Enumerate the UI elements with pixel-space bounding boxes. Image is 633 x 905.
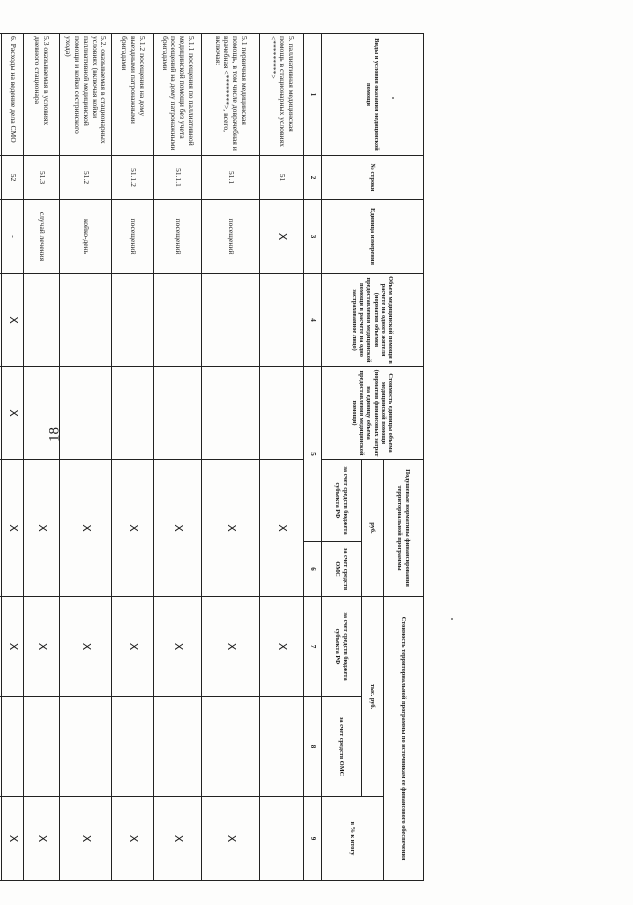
cell-volume <box>112 274 154 367</box>
cell-per-capita-budget: X <box>2 460 24 597</box>
cell-volume: X <box>2 274 24 367</box>
colnum: 1 <box>304 34 322 156</box>
colnum: 9 <box>304 797 322 881</box>
row-unit: X <box>260 200 304 274</box>
cell-percent: X <box>112 797 154 881</box>
table-row <box>112 34 154 881</box>
colnum: 2 <box>304 156 322 200</box>
cell-per-capita-budget: X <box>60 460 112 597</box>
scan-speck <box>451 618 453 620</box>
row-number: 51.1 <box>202 156 260 200</box>
cell-cost-budget: X <box>154 597 202 697</box>
colnum: 8 <box>304 697 322 797</box>
header-unit-cost: Стоимость единицы объема медицинской помощи (норматив финансовых затрат на единицу объема предоставления медицинской помощи) <box>322 367 424 460</box>
cell-per-capita-budget: X <box>260 460 304 597</box>
cell-unit-cost <box>60 367 112 460</box>
row-name: 5.2. оказываемая в стационарных условиях (включая койки паллиативной медицинской помощи и койки сестринского ухода) <box>60 34 112 156</box>
cell-percent: X <box>2 797 24 881</box>
cell-cost-oms <box>2 697 24 797</box>
row-number: 51.1.2 <box>112 156 154 200</box>
rotated-table-container <box>0 33 424 880</box>
budget-table <box>0 33 424 881</box>
row-name: 5.1 первичная медицинская помощь, в том числе доврачебная и врачебная <********>, всего, включая: <box>202 34 260 156</box>
scan-speck <box>392 97 394 99</box>
row-name: 6. Расходы на ведение дела СМО <box>2 34 24 156</box>
cell-per-capita-budget: X <box>24 460 60 597</box>
cell-volume <box>0 274 2 367</box>
cell-cost-budget: X <box>60 597 112 697</box>
cell-volume <box>260 274 304 367</box>
cell-cost-oms <box>112 697 154 797</box>
cell-volume <box>154 274 202 367</box>
cell-per-capita-budget <box>0 460 2 597</box>
header-rub: руб. <box>362 460 384 597</box>
page-number: 18 <box>46 427 63 442</box>
cell-percent: X <box>60 797 112 881</box>
colnum: 4 <box>304 274 322 367</box>
cell-per-capita-budget: X <box>202 460 260 597</box>
cell-cost-oms <box>60 697 112 797</box>
colnum: 7 <box>304 597 322 697</box>
cell-unit-cost <box>154 367 202 460</box>
table-row <box>202 34 260 881</box>
row-name: 5.1.1 посещения по паллиативной медицинской помощи без учета посещений на дому патронажными бригадами <box>154 34 202 156</box>
header-types: Виды и условия оказания медицинской помощи <box>322 34 424 156</box>
cell-unit-cost <box>202 367 260 460</box>
table-row <box>154 34 202 881</box>
cell-unit-cost <box>0 367 2 460</box>
header-program-cost: Стоимость территориальной программы по источникам ее финансового обеспечения <box>384 597 424 881</box>
cell-volume <box>202 274 260 367</box>
cell-per-capita-budget: X <box>112 460 154 597</box>
cell-cost-budget: X <box>2 597 24 697</box>
header-unit: Единица измерения <box>322 200 424 274</box>
cell-cost-budget: X <box>202 597 260 697</box>
column-numbers-row <box>304 34 322 881</box>
colnum: 6 <box>304 542 322 597</box>
row-unit <box>0 200 2 274</box>
table-row <box>2 34 24 881</box>
row-name: 5.3 оказываемая в условиях дневного стационара <box>24 34 60 156</box>
row-unit: посещений <box>112 200 154 274</box>
row-number: 51.1.1 <box>154 156 202 200</box>
header-per-capita: Подушевые нормативы финансирования территориальной программы <box>384 460 424 597</box>
cell-percent: X <box>202 797 260 881</box>
row-number: 51.2 <box>60 156 112 200</box>
cell-unit-cost <box>112 367 154 460</box>
cell-percent: X <box>154 797 202 881</box>
row-name <box>0 34 2 156</box>
table-row <box>24 34 60 881</box>
row-number <box>0 156 2 200</box>
row-unit: посещений <box>154 200 202 274</box>
table-row <box>60 34 112 881</box>
row-unit: - <box>2 200 24 274</box>
cell-unit-cost <box>260 367 304 460</box>
cell-cost-oms <box>202 697 260 797</box>
row-unit: случай лечения <box>24 200 60 274</box>
header-cost-budget: за счет средств бюджета субъекта РФ <box>322 597 362 697</box>
row-unit: посещений <box>202 200 260 274</box>
cell-cost-budget <box>0 597 2 697</box>
cell-cost-oms <box>154 697 202 797</box>
colnum: 5 <box>304 367 322 542</box>
cell-percent: X <box>24 797 60 881</box>
header-volume: Объем медицинской помощи в расчете на одного жителя (норматив объемов предоставления медицинской помощи в расчете на одно застрахованное лицо) <box>322 274 424 367</box>
row-number: 51 <box>260 156 304 200</box>
header-per-capita-budget: за счет средств бюджета субъекта РФ <box>322 460 362 542</box>
table-row <box>260 34 304 881</box>
row-number: 52 <box>2 156 24 200</box>
cell-unit-cost <box>24 367 60 460</box>
cell-volume <box>24 274 60 367</box>
cell-percent <box>0 797 2 881</box>
table-row <box>0 34 2 881</box>
cell-volume <box>60 274 112 367</box>
header-cost-oms: за счет средств ОМС <box>322 697 362 797</box>
cell-cost-oms <box>24 697 60 797</box>
header-per-capita-oms: за счет средств ОМС <box>322 542 362 597</box>
cell-cost-budget: X <box>260 597 304 697</box>
cell-per-capita-budget: X <box>154 460 202 597</box>
header-thous-rub: тыс. руб. <box>362 597 384 797</box>
row-name: 5. паллиативная медицинская помощь в стационарных условиях <*********> <box>260 34 304 156</box>
cell-cost-budget: X <box>24 597 60 697</box>
cell-unit-cost: X <box>2 367 24 460</box>
cell-cost-oms <box>0 697 2 797</box>
header-percent: в % к итогу <box>322 797 384 881</box>
cell-cost-oms <box>260 697 304 797</box>
header-row-no: № строки <box>322 156 424 200</box>
cell-percent <box>260 797 304 881</box>
row-number: 51.3 <box>24 156 60 200</box>
row-unit: койко-день <box>60 200 112 274</box>
row-name: 5.1.2 посещения на дому выездными патронажными бригадами <box>112 34 154 156</box>
cell-cost-budget: X <box>112 597 154 697</box>
colnum: 3 <box>304 200 322 274</box>
